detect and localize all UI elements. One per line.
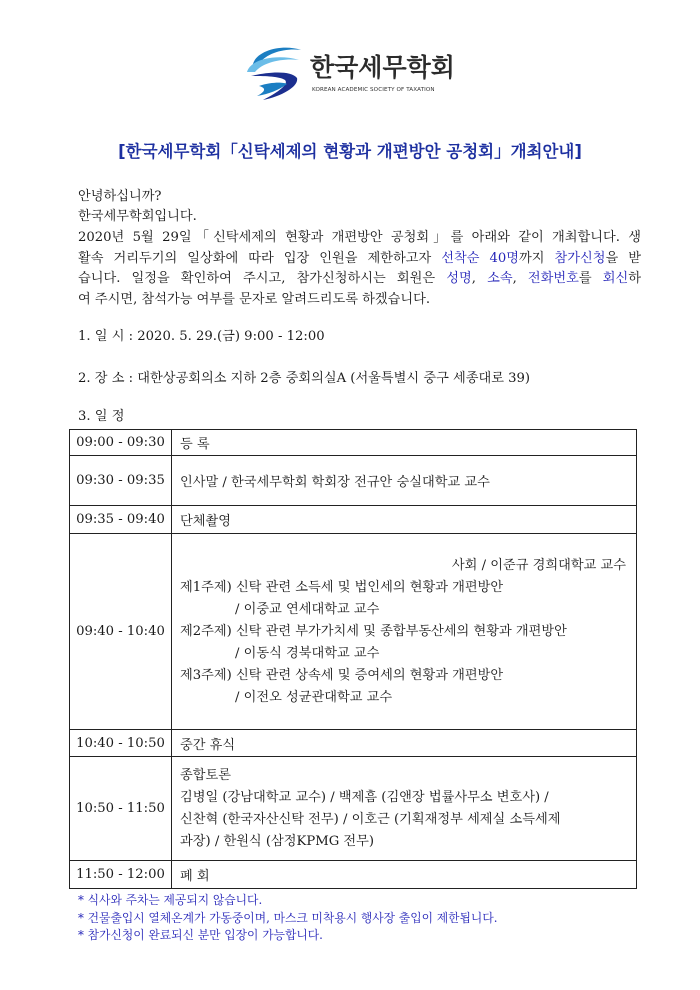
schedule-content: 단체촬영 — [172, 506, 637, 534]
table-row — [70, 506, 637, 534]
schedule-content: 인사말 / 한국세무학회 학회장 전규안 숭실대학교 교수 — [172, 456, 637, 506]
schedule-time: 09:40 - 10:40 — [70, 534, 172, 730]
note-item: * 참가신청이 완료되신 분만 입장이 가능합니다. — [78, 928, 323, 943]
greeting-2 — [78, 207, 638, 228]
intro-paragraph — [78, 228, 641, 310]
topic-1-presenter: / 이중교 연세대학교 교수 — [235, 601, 380, 617]
topic-1: 제1주제) 신탁 관련 소득세 및 법인세의 현황과 개편방안 — [180, 579, 504, 595]
text: 습니다. 일정을 확인하여 주시고, 참가신청하시는 회원은 — [78, 271, 447, 286]
schedule-time: 09:35 - 09:40 — [70, 506, 172, 534]
schedule-content: 중간 휴식 — [172, 730, 637, 757]
note-item: * 건물출입시 열체온계가 가동중이며, 마스크 미착용시 행사장 출입이 제한됩니다. — [78, 910, 498, 925]
info-place: 2. 장 소 : 대한상공회의소 지하 2층 중회의실A (서울특별시 중구 세종대로 39) — [78, 371, 531, 386]
topic-3: 제3주제) 신탁 관련 상속세 및 증여세의 현황과 개편방안 — [180, 667, 504, 683]
discussion-panel-1: 김병일 (강남대학교 교수) / 백제흠 (김앤장 법률사무소 변호사) / — [180, 789, 549, 805]
schedule-content: 폐 회 — [172, 861, 637, 889]
greeting-line: 한국세무학회입니다. — [78, 209, 197, 224]
notes — [78, 892, 497, 945]
schedule-time: 09:30 - 09:35 — [70, 456, 172, 506]
highlight-first-come: 선착순 40명 — [441, 250, 520, 266]
highlight-registration: 참가신청 — [554, 250, 606, 266]
paragraph-line-2 — [78, 249, 641, 270]
schedule-content-sessions — [172, 534, 637, 730]
discussion-panel-3: 과장) / 한원식 (삼정KPMG 전무) — [180, 833, 375, 849]
text: 를 — [578, 271, 603, 286]
highlight-reply: 회신 — [602, 271, 629, 286]
text: 활속 거리두기의 일상화에 따라 입장 인원을 제한하고자 — [78, 250, 442, 266]
note-item: * 식사와 주차는 제공되지 않습니다. — [78, 893, 263, 907]
text: , — [471, 271, 488, 286]
schedule-content: 등 록 — [172, 430, 637, 456]
logo-subtitle: KOREAN ACADEMIC SOCIETY OF TAXATION — [312, 87, 435, 93]
text: 까지 — [519, 250, 555, 266]
society-emblem-icon — [243, 42, 307, 104]
table-row — [70, 861, 637, 889]
schedule-time: 11:50 - 12:00 — [70, 861, 172, 889]
society-logo — [243, 42, 463, 104]
text: 하 — [628, 271, 641, 286]
topic-2: 제2주제) 신탁 관련 부가가치세 및 종합부동산세의 현황과 개편방안 — [180, 623, 567, 639]
discussion-heading: 종합토론 — [180, 767, 231, 783]
topic-2-presenter: / 이동식 경북대학교 교수 — [235, 645, 380, 661]
schedule-content-discussion — [172, 757, 637, 861]
schedule-time: 09:00 - 09:30 — [70, 430, 172, 456]
greeting — [78, 187, 638, 208]
info-date: 1. 일 시 : 2020. 5. 29.(금) 9:00 - 12:00 — [78, 329, 325, 344]
table-row — [70, 456, 637, 506]
highlight-name: 성명 — [446, 271, 472, 286]
schedule-time: 10:50 - 11:50 — [70, 757, 172, 861]
table-row — [70, 730, 637, 757]
schedule-time: 10:40 - 10:50 — [70, 730, 172, 757]
highlight-phone: 전화번호 — [527, 271, 579, 286]
text: , — [512, 271, 528, 286]
paragraph-line-4: 여 주시면, 참석가능 여부를 문자로 알려드리도록 하겠습니다. — [78, 291, 431, 307]
paragraph-line-1 — [78, 228, 641, 249]
text: 을 받 — [605, 250, 642, 266]
moderator: 사회 / 이준규 경희대학교 교수 — [451, 557, 626, 573]
greeting-line: 안녕하십니까? — [78, 189, 162, 204]
topic-3-presenter: / 이전오 성균관대학교 교수 — [235, 689, 393, 705]
table-row — [70, 430, 637, 456]
document-title: [한국세무학회「신탁세제의 현황과 개편방안 공청회」개최안내] — [118, 142, 582, 161]
schedule-table — [69, 429, 637, 889]
logo-name: 한국세무학회 — [310, 53, 455, 82]
paragraph-line-3 — [78, 269, 641, 290]
text: 2020년 5월 29일「신탁세제의 현황과 개편방안 공청회」를 아래와 같이 개최합니다. 생 — [78, 230, 641, 245]
info-schedule-heading: 3. 일 정 — [78, 409, 125, 424]
discussion-panel-2: 신찬혁 (한국자산신탁 전무) / 이호근 (기획재정부 세제실 소득세제 — [180, 811, 561, 827]
table-row — [70, 757, 637, 861]
table-row — [70, 534, 637, 730]
highlight-affiliation: 소속 — [487, 271, 513, 286]
